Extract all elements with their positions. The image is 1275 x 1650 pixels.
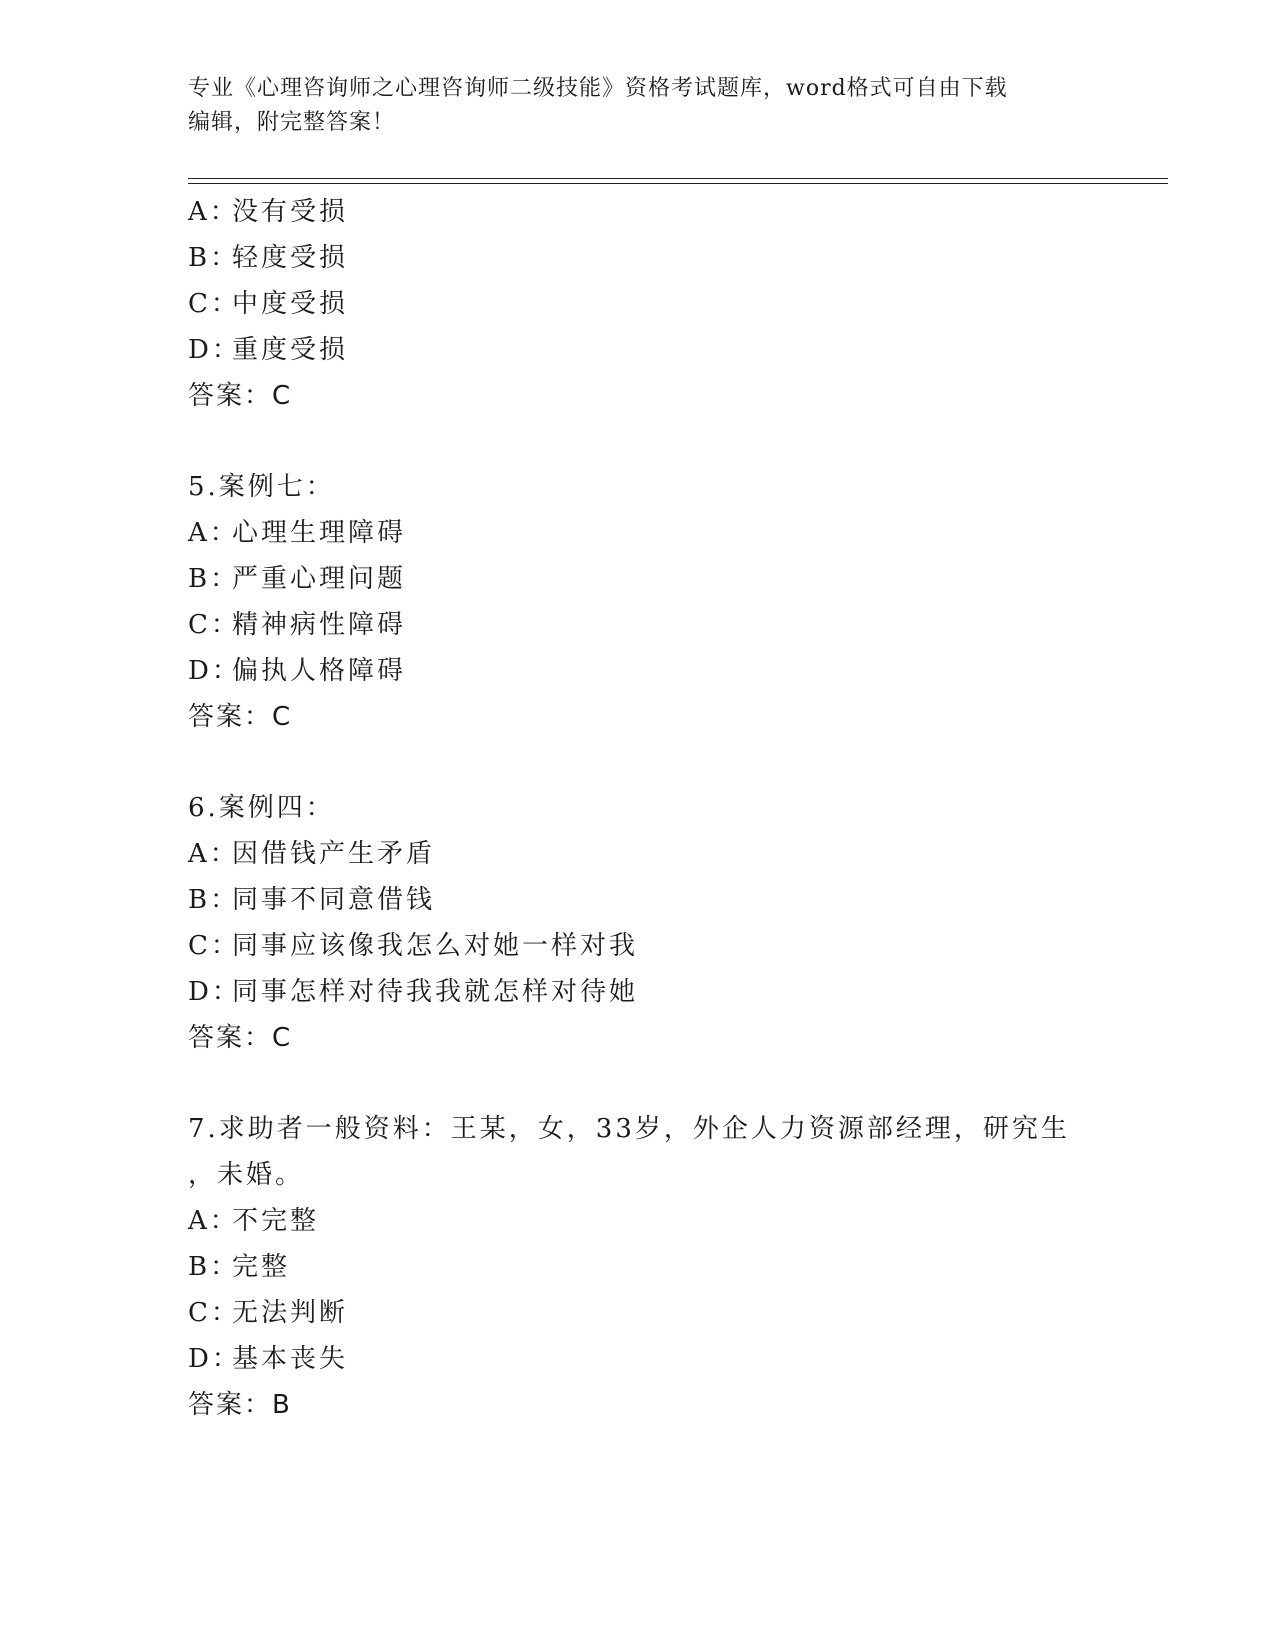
question-block-6 <box>188 785 1108 1061</box>
option-letter: A： <box>188 197 239 227</box>
option-c <box>188 281 1108 327</box>
option-text: 心理生理障碍 <box>232 518 407 548</box>
question-block-7 <box>188 1106 1108 1428</box>
option-a <box>188 189 1108 235</box>
option-c <box>188 1290 1108 1336</box>
option-text: 重度受损 <box>232 335 349 365</box>
option-a <box>188 510 1108 556</box>
answer-line: 答案：C <box>188 1023 293 1053</box>
question-stem: 7.求助者一般资料：王某，女，33岁，外企人力资源部经理，研究生 <box>188 1114 1070 1144</box>
question-stem: 5.案例七： <box>188 472 335 502</box>
option-text: 精神病性障碍 <box>232 610 407 640</box>
question-stem: 6.案例四： <box>188 793 335 823</box>
option-d <box>188 327 1108 373</box>
option-letter: D： <box>188 1344 241 1374</box>
option-letter: B： <box>188 885 240 915</box>
option-c <box>188 602 1108 648</box>
option-b <box>188 1244 1108 1290</box>
option-text: 同事怎样对待我我就怎样对待她 <box>232 977 639 1007</box>
option-letter: B： <box>188 1252 240 1282</box>
option-letter: C： <box>188 931 240 961</box>
option-d <box>188 969 1108 1015</box>
header-line-2: 编辑，附完整答案！ <box>188 110 396 135</box>
option-letter: A： <box>188 839 239 869</box>
option-d <box>188 648 1108 694</box>
option-b <box>188 556 1108 602</box>
option-c <box>188 923 1108 969</box>
option-text: 不完整 <box>232 1206 320 1236</box>
option-text: 轻度受损 <box>232 243 349 273</box>
option-letter: C： <box>188 1298 240 1328</box>
option-text: 中度受损 <box>232 289 349 319</box>
option-letter: D： <box>188 335 241 365</box>
option-letter: A： <box>188 1206 239 1236</box>
header-line-1: 专业《心理咨询师之心理咨询师二级技能》资格考试题库，word格式可自由下载 <box>188 76 1008 101</box>
option-d <box>188 1336 1108 1382</box>
question-block-5 <box>188 464 1108 740</box>
question-stem-continuation: ，未婚。 <box>188 1160 305 1190</box>
option-b <box>188 235 1108 281</box>
option-letter: C： <box>188 289 240 319</box>
option-letter: D： <box>188 977 241 1007</box>
option-text: 同事应该像我怎么对她一样对我 <box>232 931 639 961</box>
option-letter: B： <box>188 243 240 273</box>
document-header <box>188 72 1088 140</box>
question-list <box>188 189 1108 1428</box>
header-divider-top <box>188 178 1168 179</box>
option-b <box>188 877 1108 923</box>
option-letter: B： <box>188 564 240 594</box>
option-text: 因借钱产生矛盾 <box>232 839 436 869</box>
option-a <box>188 1198 1108 1244</box>
option-letter: A： <box>188 518 239 548</box>
option-text: 没有受损 <box>232 197 349 227</box>
answer-line: 答案：B <box>188 1390 292 1420</box>
answer-line: 答案：C <box>188 381 293 411</box>
option-text: 完整 <box>232 1252 291 1282</box>
question-block-4 <box>188 189 1108 419</box>
option-text: 偏执人格障碍 <box>232 656 407 686</box>
option-letter: C： <box>188 610 240 640</box>
option-letter: D： <box>188 656 241 686</box>
answer-line: 答案：C <box>188 702 293 732</box>
header-divider-bottom <box>188 183 1168 184</box>
option-text: 无法判断 <box>232 1298 349 1328</box>
option-text: 基本丧失 <box>232 1344 349 1374</box>
option-text: 同事不同意借钱 <box>232 885 436 915</box>
option-text: 严重心理问题 <box>232 564 407 594</box>
option-a <box>188 831 1108 877</box>
